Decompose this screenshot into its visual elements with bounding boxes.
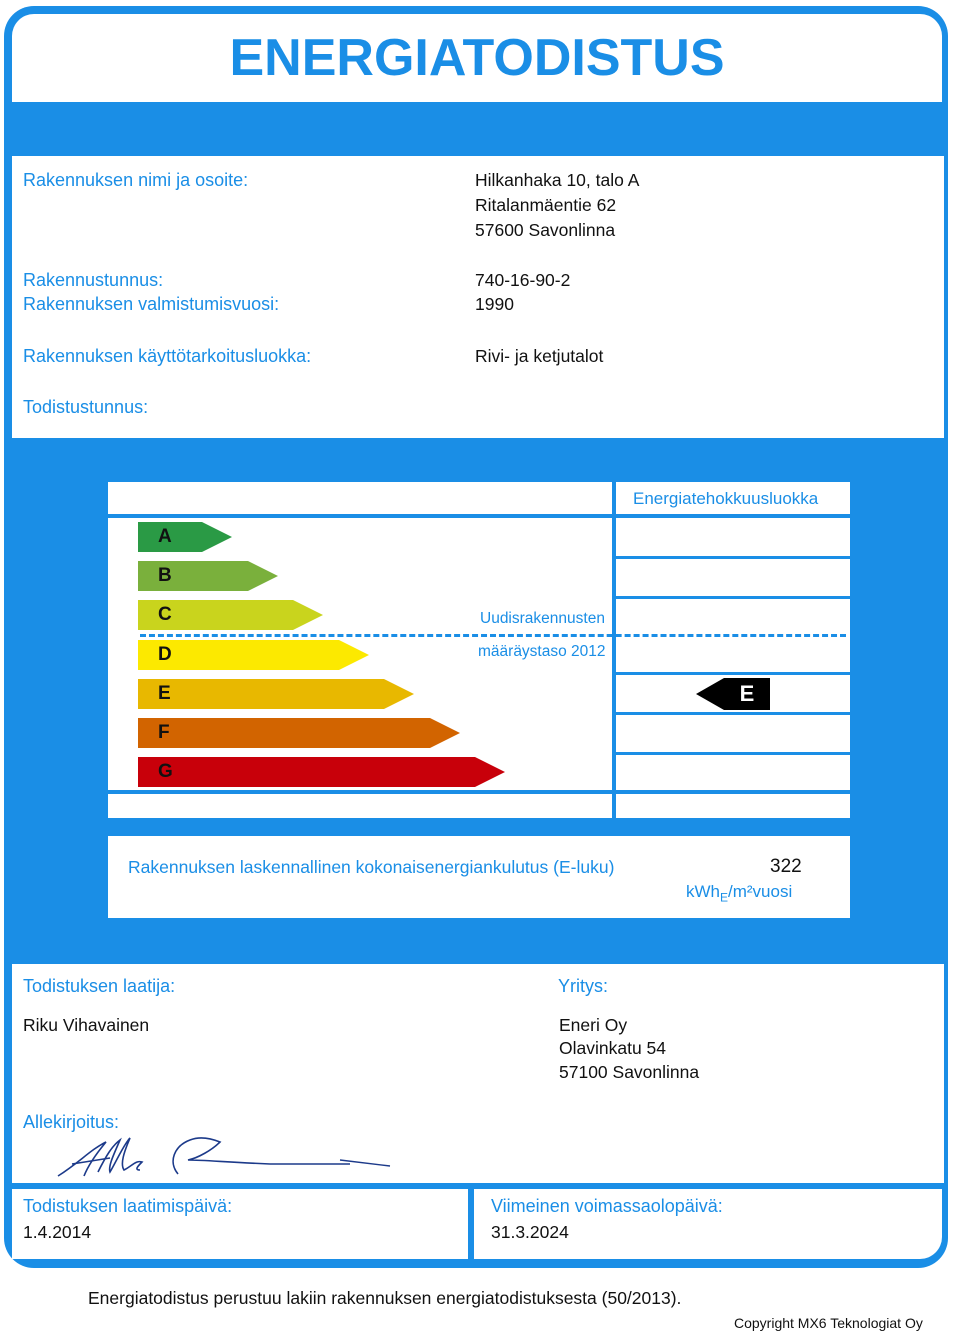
address-line-2: Ritalanmäentie 62 — [475, 195, 617, 215]
energy-class-bar-body — [138, 561, 248, 591]
rating-divider-top — [108, 514, 850, 518]
energy-class-letter: A — [158, 526, 172, 547]
result-class-marker — [696, 678, 774, 710]
energy-class-bar-body — [138, 679, 384, 709]
energy-class-bar-tip — [430, 718, 460, 748]
energy-class-letter: B — [158, 565, 172, 587]
energy-class-letter: G — [158, 761, 173, 783]
rating-column-header: Energiatehokkuusluokka — [633, 489, 819, 508]
building-id-label: Rakennustunnus: — [23, 270, 164, 290]
certificate-id-label: Todistustunnus: — [23, 397, 149, 417]
energy-class-bar-e — [138, 679, 414, 709]
unit-subscript: E — [720, 890, 729, 905]
energy-class-letter: E — [158, 682, 171, 704]
energy-class-bar-body — [138, 757, 475, 787]
rating-divider-mid-3 — [616, 672, 850, 675]
address-line-1: Hilkanhaka 10, talo A — [475, 170, 640, 190]
signature-image — [50, 1132, 395, 1182]
reference-label-line-2: määräystaso 2012 — [478, 643, 606, 660]
consumption-value: 322 — [770, 856, 802, 877]
company-label: Yritys: — [558, 976, 609, 996]
energy-class-bar-tip — [202, 522, 232, 552]
reference-label-line-1: Uudisrakennusten — [480, 610, 605, 627]
energy-class-bar-body — [138, 718, 430, 748]
energy-class-letter: F — [158, 722, 170, 743]
issued-date-value: 1.4.2014 — [23, 1222, 92, 1242]
rating-left-band-top — [108, 518, 136, 790]
building-class-value: Rivi- ja ketjutalot — [475, 346, 604, 366]
building-id-value: 740-16-90-2 — [475, 270, 571, 290]
rating-divider-mid-5 — [616, 752, 850, 755]
result-arrow-tip — [696, 678, 724, 710]
building-year-value: 1990 — [475, 294, 514, 314]
legal-footnote: Energiatodistus perustuu lakiin rakennuksen energiatodistuksesta (50/2013). — [88, 1288, 682, 1308]
consumption-label: Rakennuksen laskennallinen kokonaisenergiankulutus (E-luku) — [128, 857, 615, 877]
company-line-3: 57100 Savonlinna — [559, 1062, 700, 1082]
energy-class-bar-f — [138, 718, 460, 748]
valid-date-label: Viimeinen voimassaolopäivä: — [491, 1196, 723, 1216]
signature-label: Allekirjoitus: — [23, 1112, 120, 1132]
author-label: Todistuksen laatija: — [23, 976, 176, 996]
energy-class-bar-tip — [475, 757, 505, 787]
energy-class-bar-d — [138, 640, 369, 670]
copyright-text: Copyright MX6 Teknologiat Oy — [734, 1315, 923, 1331]
energy-class-letter: C — [158, 604, 172, 626]
page-title: ENERGIATODISTUS — [229, 29, 725, 87]
building-year-label: Rakennuksen valmistumisvuosi: — [23, 294, 280, 314]
energy-class-bar-tip — [248, 561, 278, 591]
company-line-2: Olavinkatu 54 — [559, 1038, 667, 1058]
rating-divider-mid-2 — [616, 596, 850, 599]
energy-class-bar-a — [138, 522, 232, 552]
address-line-3: 57600 Savonlinna — [475, 220, 616, 240]
title-box — [12, 14, 942, 102]
energy-class-bar-c — [138, 600, 323, 630]
issued-date-label: Todistuksen laatimispäivä: — [23, 1196, 233, 1216]
unit-suffix: /m²vuosi — [728, 882, 793, 901]
energy-class-bar-g — [138, 757, 505, 787]
reference-level-line — [140, 634, 846, 637]
rating-divider-mid-4 — [616, 712, 850, 715]
valid-date-value: 31.3.2024 — [491, 1222, 569, 1242]
rating-divider-mid-1 — [616, 556, 850, 559]
building-name-label: Rakennuksen nimi ja osoite: — [23, 170, 249, 190]
energy-class-bar-tip — [339, 640, 369, 670]
result-class-letter: E — [739, 681, 755, 706]
author-name: Riku Vihavainen — [23, 1015, 150, 1035]
energy-class-letter: D — [158, 643, 172, 665]
building-class-label: Rakennuksen käyttötarkoitusluokka: — [23, 346, 312, 366]
rating-divider-vertical — [612, 482, 616, 818]
consumption-unit — [686, 882, 792, 904]
unit-prefix: kWh — [686, 882, 720, 901]
rating-divider-bottom — [108, 790, 850, 794]
energy-class-bar-tip — [293, 600, 323, 630]
company-line-1: Eneri Oy — [559, 1015, 628, 1035]
energy-class-bar-b — [138, 561, 278, 591]
energy-class-bar-tip — [384, 679, 414, 709]
